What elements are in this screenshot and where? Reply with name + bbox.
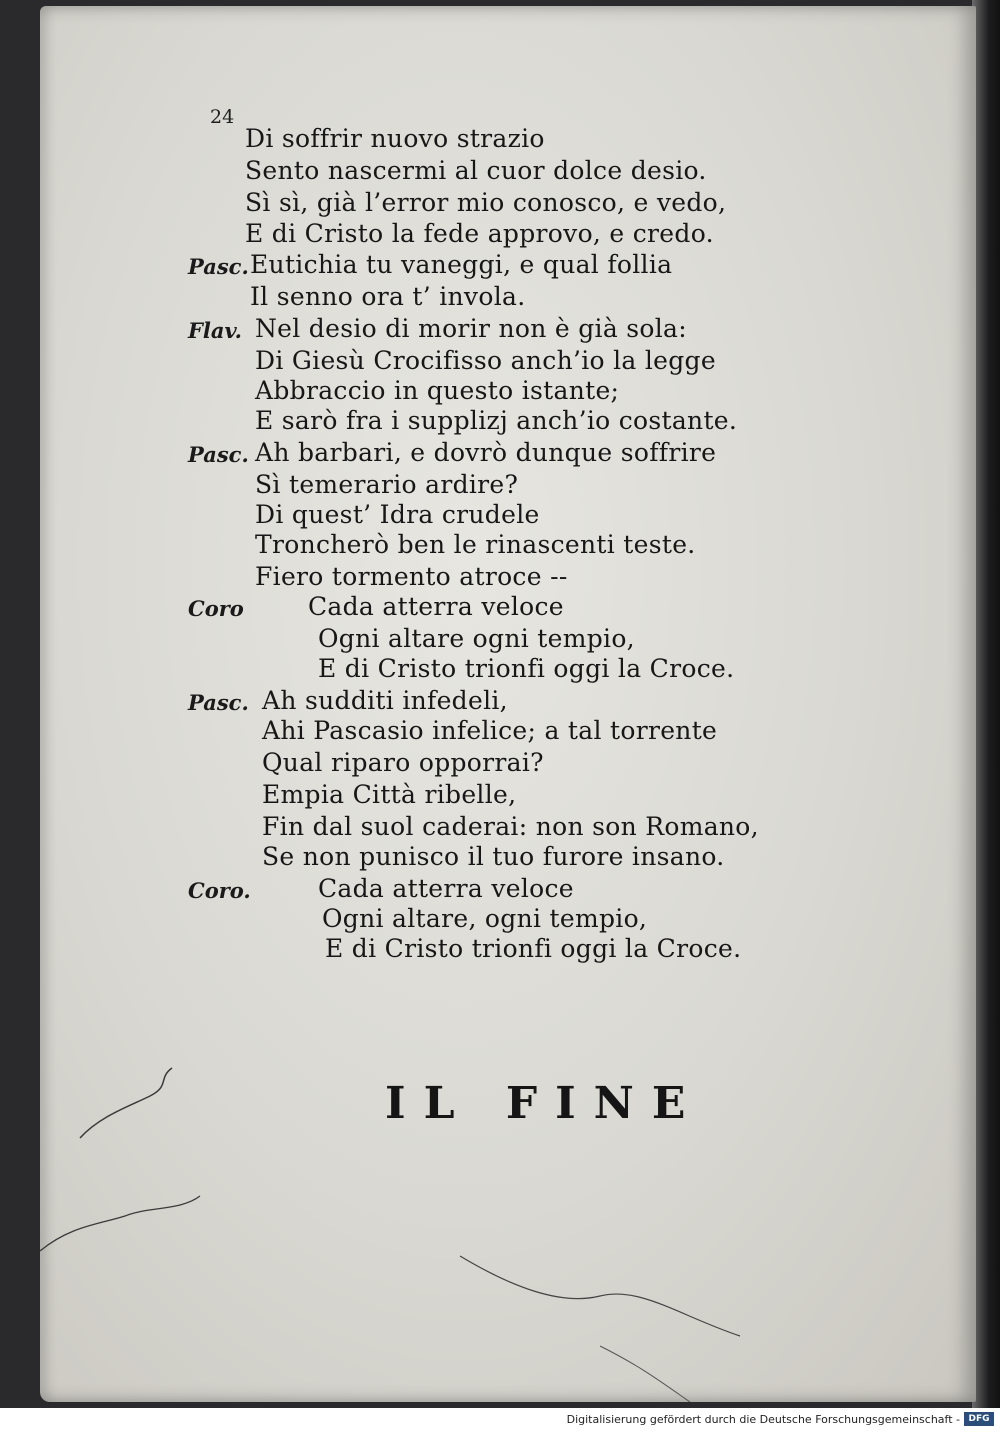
verse-line: Ogni altare, ogni tempio, [322,904,648,933]
end-title: IL FINE [385,1078,704,1129]
verse-line: Cada atterra veloce [318,874,574,903]
verse-line: E di Cristo la fede approvo, e credo. [245,219,714,248]
verse-line: Empia Città ribelle, [262,780,517,809]
speaker-label: Flav. [188,318,242,343]
verse-line: E sarò fra i supplizj anch’io costante. [255,406,738,435]
book-page [40,6,976,1402]
verse-line: Fin dal suol caderai: non son Romano, [262,812,759,841]
book-edge [972,0,1000,1408]
verse-line: Ogni altare ogni tempio, [318,624,635,653]
dfg-logo-icon: DFG [964,1412,994,1426]
verse-line: Ah barbari, e dovrò dunque soffrire [255,438,717,467]
page-number: 24 [210,106,235,128]
speaker-label: Pasc. [188,690,249,715]
verse-line: Di Giesù Crocifisso anch’io la legge [255,346,716,375]
verse-line: Sì temerario ardire? [255,470,519,499]
verse-line: Di quest’ Idra crudele [255,500,540,529]
verse-line: Di soffrir nuovo strazio [245,124,545,153]
verse-line: Cada atterra veloce [308,592,564,621]
verse-line: Abbraccio in questo istante; [255,376,620,405]
verse-line: Il senno ora t’ invola. [250,282,526,311]
verse-line: Se non punisco il tuo furore insano. [262,842,725,871]
verse-line: Troncherò ben le rinascenti teste. [255,530,696,559]
verse-line: Ah sudditi infedeli, [262,686,508,715]
verse-line: Sì sì, già l’error mio conosco, e vedo, [245,188,727,217]
verse-line: E di Cristo trionfi oggi la Croce. [318,654,735,683]
verse-line: Nel desio di morir non è già sola: [255,314,687,343]
speaker-label: Pasc. [188,442,249,467]
verse-line: Qual riparo opporrai? [262,748,544,777]
speaker-label: Pasc. [188,254,249,279]
verse-line: Eutichia tu vaneggi, e qual follia [250,250,673,279]
footer-credit: Digitalisierung gefördert durch die Deutsche Forschungsgemeinschaft - [566,1413,960,1426]
speaker-label: Coro [188,596,244,621]
verse-line: Ahi Pascasio infelice; a tal torrente [262,716,718,745]
speaker-label: Coro. [188,878,251,903]
verse-line: Sento nascermi al cuor dolce desio. [245,156,707,185]
verse-line: Fiero tormento atroce -- [255,562,568,591]
verse-line: E di Cristo trionfi oggi la Croce. [325,934,742,963]
